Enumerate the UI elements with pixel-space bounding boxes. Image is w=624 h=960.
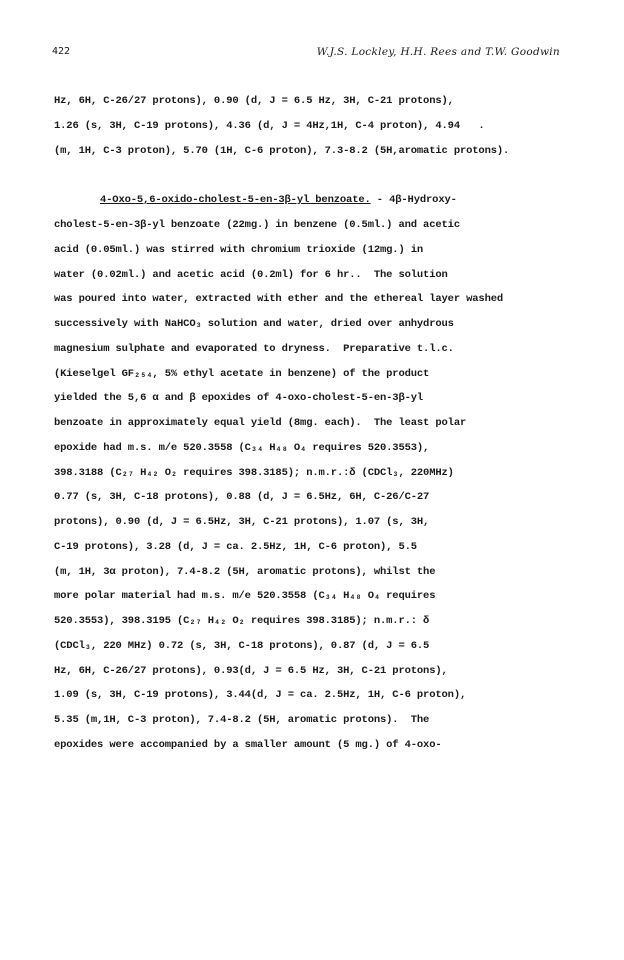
text-line: 398.3188 (C₂₇ H₄₂ O₂ requires 398.3185); n.m.r.:δ (CDCl₃, 220MHz): [54, 467, 454, 479]
text-line: 1.26 (s, 3H, C-19 protons), 4.36 (d, J = 4Hz,1H, C-4 proton), 4.94 .: [54, 120, 485, 132]
text-line: 5.35 (m,1H, C-3 proton), 7.4-8.2 (5H, aromatic protons). The: [54, 714, 430, 726]
section-title: 4-Oxo-5,6-oxido-cholest-5-en-3β-yl benzoate.: [100, 194, 371, 206]
text-line: cholest-5-en-3β-yl benzoate (22mg.) in benzene (0.5ml.) and acetic: [54, 219, 460, 231]
text-line: 1.09 (s, 3H, C-19 protons), 3.44(d, J = ca. 2.5Hz, 1H, C-6 proton),: [54, 689, 467, 701]
text-line: more polar material had m.s. m/e 520.3558 (C₃₄ H₄₈ O₄ requires: [54, 590, 436, 602]
section-title-tail: - 4β-Hydroxy-: [370, 194, 457, 206]
text-line: C-19 protons), 3.28 (d, J = ca. 2.5Hz, 1H, C-6 proton), 5.5: [54, 541, 417, 553]
text-line: epoxides were accompanied by a smaller amount (5 mg.) of 4-oxo-: [54, 739, 442, 751]
section-heading: [100, 193, 457, 207]
text-line: yielded the 5,6 α and β epoxides of 4-oxo-cholest-5-en-3β-yl: [54, 392, 424, 404]
text-line: magnesium sulphate and evaporated to dryness. Preparative t.l.c.: [54, 343, 454, 355]
text-line: successively with NaHCO₃ solution and water, dried over anhydrous: [54, 318, 454, 330]
text-line: Hz, 6H, C-26/27 protons), 0.90 (d, J = 6.5 Hz, 3H, C-21 protons),: [54, 95, 454, 107]
text-line: (m, 1H, 3α proton), 7.4-8.2 (5H, aromatic protons), whilst the: [54, 566, 436, 578]
text-line: protons), 0.90 (d, J = 6.5Hz, 3H, C-21 protons), 1.07 (s, 3H,: [54, 516, 430, 528]
text-line: (m, 1H, C-3 proton), 5.70 (1H, C-6 proton), 7.3-8.2 (5H,aromatic protons).: [54, 145, 510, 157]
running-head: W.J.S. Lockley, H.H. Rees and T.W. Goodwin: [316, 46, 560, 58]
text-line: was poured into water, extracted with ether and the ethereal layer washed: [54, 293, 504, 305]
text-line: Hz, 6H, C-26/27 protons), 0.93(d, J = 6.5 Hz, 3H, C-21 protons),: [54, 665, 448, 677]
text-line: (Kieselgel GF₂₅₄, 5% ethyl acetate in benzene) of the product: [54, 368, 430, 380]
text-line: benzoate in approximately equal yield (8mg. each). The least polar: [54, 417, 467, 429]
page-number: 422: [52, 46, 71, 57]
text-line: epoxide had m.s. m/e 520.3558 (C₃₄ H₄₈ O₄ requires 520.3553),: [54, 442, 430, 454]
text-line: water (0.02ml.) and acetic acid (0.2ml) for 6 hr.. The solution: [54, 269, 448, 281]
text-line: acid (0.05ml.) was stirred with chromium trioxide (12mg.) in: [54, 244, 424, 256]
text-line: 0.77 (s, 3H, C-18 protons), 0.88 (d, J = 6.5Hz, 6H, C-26/C-27: [54, 491, 430, 503]
text-line: (CDCl₃, 220 MHz) 0.72 (s, 3H, C-18 protons), 0.87 (d, J = 6.5: [54, 640, 430, 652]
text-line: 520.3553), 398.3195 (C₂₇ H₄₂ O₂ requires 398.3185); n.m.r.: δ: [54, 615, 430, 627]
